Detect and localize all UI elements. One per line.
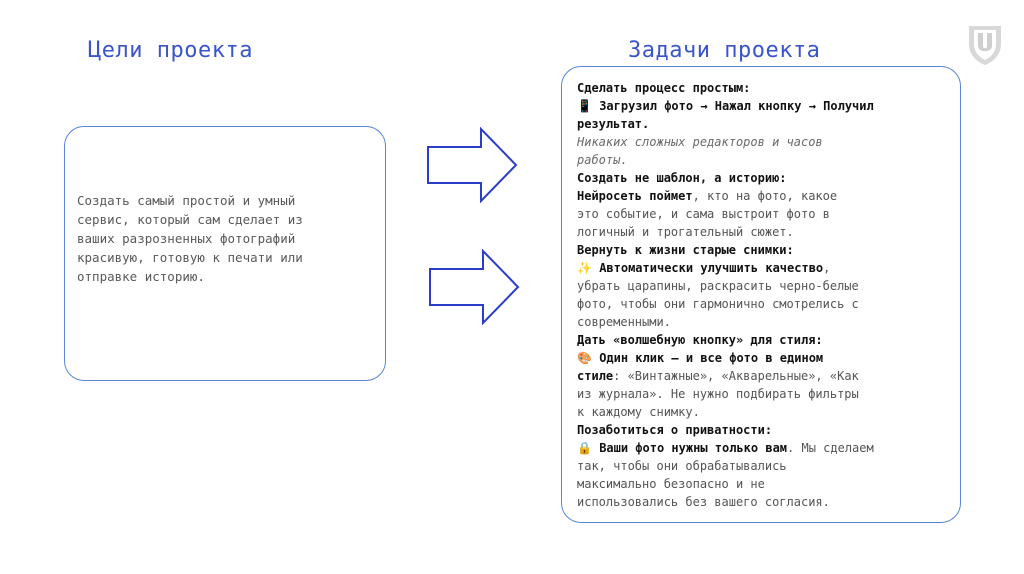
- task-text: фото, чтобы они гармонично смотрелись с: [577, 297, 859, 311]
- task-text: . Мы сделаем: [787, 441, 874, 455]
- task-highlight: Автоматически улучшить качество: [599, 261, 824, 275]
- task-text: современными.: [577, 315, 671, 329]
- task-highlight: Загрузил фото → Нажал кнопку → Получил: [599, 99, 874, 113]
- task-highlight: Ваши фото нужны только вам: [599, 441, 788, 455]
- task-text: логичный и трогательный сюжет.: [577, 225, 794, 239]
- tasks-box: [561, 66, 961, 523]
- task-title: Вернуть к жизни старые снимки:: [577, 243, 794, 257]
- goals-line: красивую, готовую к печати или: [77, 250, 303, 265]
- task-text: из журнала». Не нужно подбирать фильтры: [577, 387, 859, 401]
- goals-box: [64, 126, 386, 381]
- task-text: , кто на фото, какое: [692, 189, 838, 203]
- right-arrow-icon: [428, 249, 522, 325]
- task-text: убрать царапины, раскрасить черно-белые: [577, 279, 859, 293]
- goals-line: отправке историю.: [77, 269, 205, 284]
- task-highlight: результат.: [577, 117, 650, 131]
- phone-icon: 📱: [577, 99, 592, 113]
- goals-line: сервис, который сам сделает из: [77, 212, 303, 227]
- goals-text: [77, 191, 375, 286]
- task-text: : «Винтажные», «Акварельные», «Как: [613, 369, 859, 383]
- lock-icon: 🔒: [577, 441, 592, 455]
- task-highlight: стиле: [577, 369, 614, 383]
- tasks-list: [577, 79, 950, 511]
- task-text: максимально безопасно и не: [577, 477, 765, 491]
- goals-line: ваших разрозненных фотографий: [77, 231, 296, 246]
- right-arrow-icon: [426, 127, 520, 203]
- sparkles-icon: ✨: [577, 261, 592, 275]
- task-text: это событие, и сама выстроит фото в: [577, 207, 830, 221]
- task-note: работы.: [577, 153, 628, 167]
- task-title: Создать не шаблон, а историю:: [577, 171, 787, 185]
- task-title: Дать «волшебную кнопку» для стиля:: [577, 333, 823, 347]
- task-text: к каждому снимку.: [577, 405, 700, 419]
- task-highlight: Нейросеть поймет: [577, 189, 693, 203]
- task-title: Сделать процесс простым:: [577, 81, 751, 95]
- task-note: Никаких сложных редакторов и часов: [577, 135, 823, 149]
- tasks-heading: Задачи проекта: [628, 38, 821, 63]
- task-text: использовались без вашего согласия.: [577, 495, 830, 509]
- university-shield-logo-icon: [966, 22, 1004, 66]
- task-text: ,: [823, 261, 831, 275]
- task-title: Позаботиться о приватности:: [577, 423, 773, 437]
- task-highlight: Один клик — и все фото в едином: [599, 351, 824, 365]
- goals-line: Создать самый простой и умный: [77, 193, 296, 208]
- goals-heading: Цели проекта: [88, 38, 253, 63]
- task-text: так, чтобы они обрабатывались: [577, 459, 787, 473]
- palette-icon: 🎨: [577, 351, 592, 365]
